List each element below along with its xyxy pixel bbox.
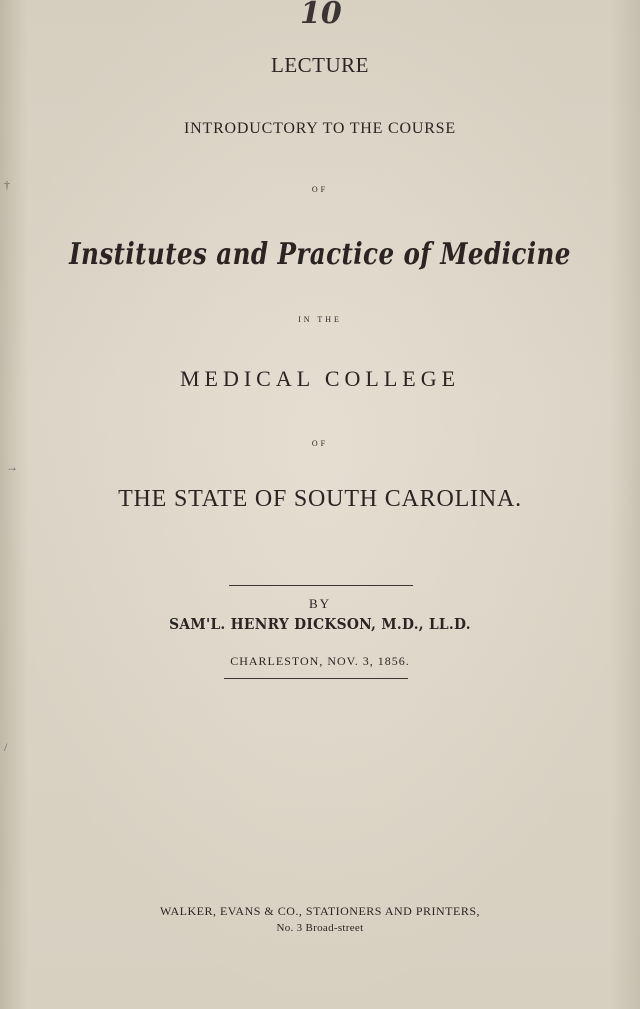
- institution-name: MEDICAL COLLEGE: [179, 366, 461, 391]
- printer-address: No. 3 Broad-street: [276, 922, 364, 934]
- state-name: THE STATE OF SOUTH CAROLINA.: [118, 486, 522, 512]
- divider-rule-top: [229, 585, 413, 586]
- printer-imprint: WALKER, EVANS & CO., STATIONERS AND PRINTERS,: [159, 904, 480, 918]
- subtitle-introductory: INTRODUCTORY TO THE COURSE: [184, 120, 456, 137]
- margin-mark-icon: /: [4, 740, 8, 754]
- connector-of-2: OF: [311, 439, 329, 448]
- byline-by: BY: [308, 596, 332, 611]
- title-lecture: LECTURE: [271, 53, 369, 77]
- folio-number: 10: [300, 0, 342, 31]
- divider-rule-bottom: [224, 678, 408, 679]
- connector-in-the: IN THE: [298, 315, 342, 324]
- margin-mark-icon: †: [4, 178, 10, 192]
- subject-blackletter: Institutes and Practice of Medicine: [69, 237, 571, 272]
- connector-of: OF: [311, 185, 329, 194]
- author-name: SAM'L. HENRY DICKSON, M.D., LL.D.: [169, 615, 471, 633]
- place-date: CHARLESTON, NOV. 3, 1856.: [230, 654, 410, 668]
- margin-mark-icon: →: [6, 460, 18, 474]
